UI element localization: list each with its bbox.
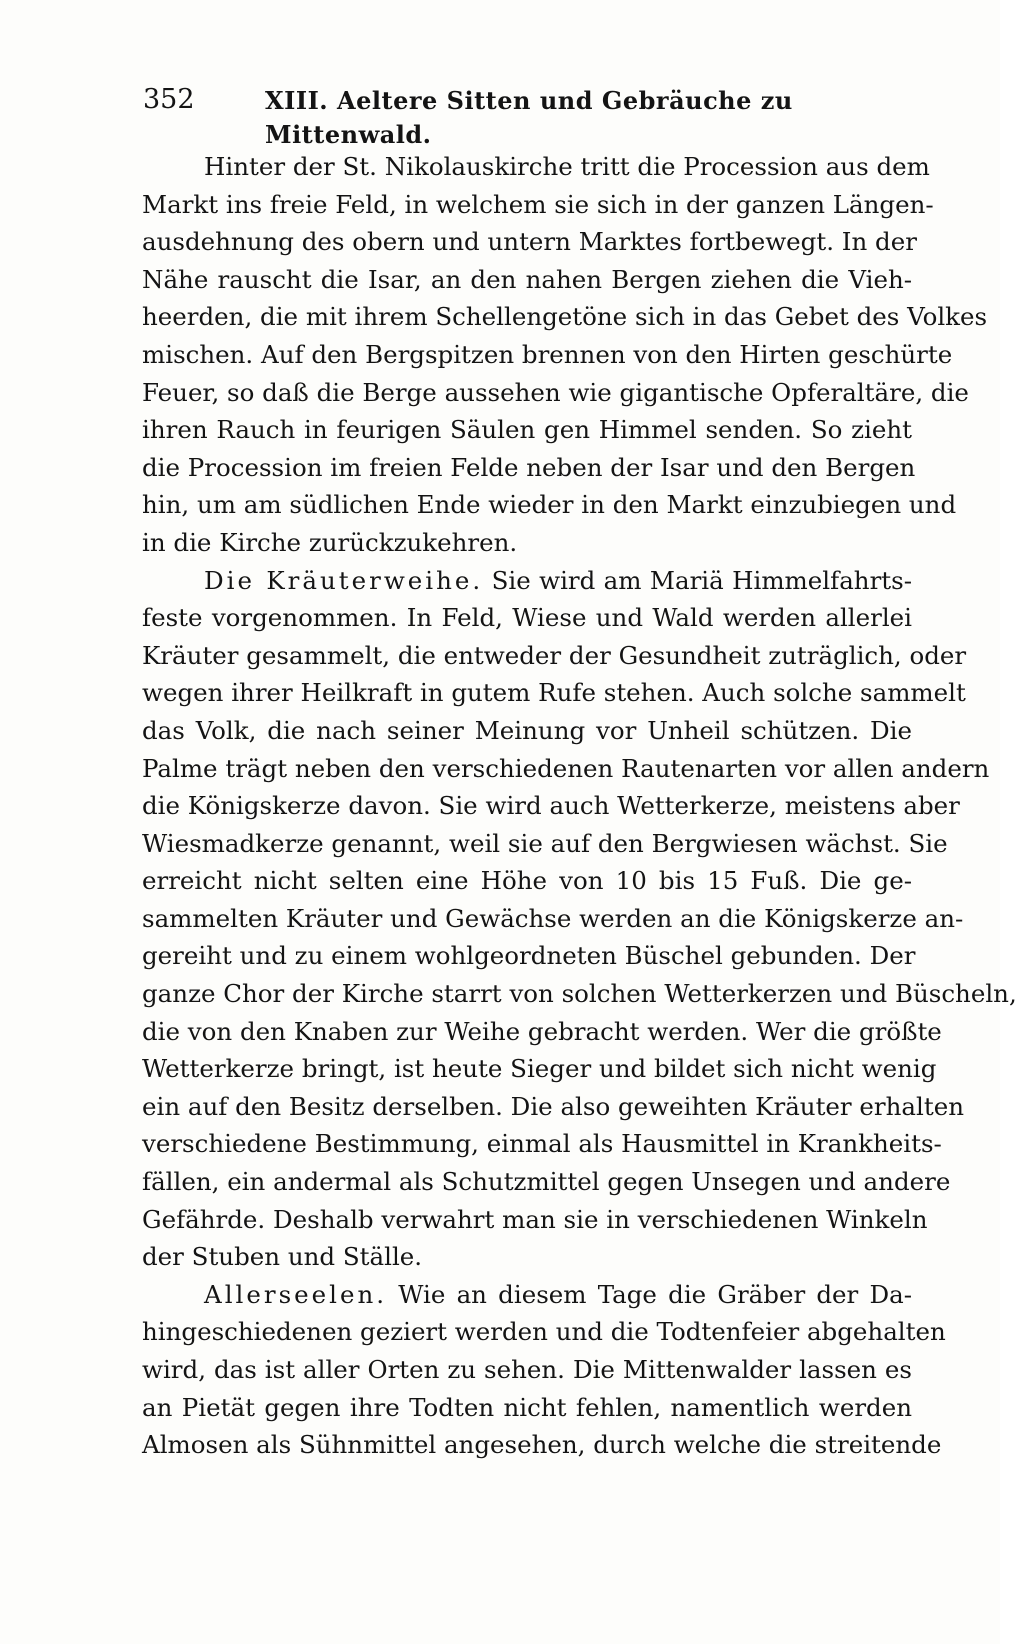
text-line: hin, um am südlichen Ende wieder in den Markt einzubiegen und [142,490,957,520]
text-line: Hinter der St. Nikolauskirche tritt die Procession aus dem [204,152,930,181]
text-line: Almosen als Sühnmittel angesehen, durch welche die streitende [142,1430,942,1460]
text-line: Nähe rauscht die Isar, an den nahen Bergen ziehen die Vieh- [142,264,912,294]
text-line: Feuer, so daß die Berge aussehen wie gigantische Opferaltäre, die [142,377,969,407]
paragraph-first-line [142,1276,912,1314]
text-line: die Procession im freien Felde neben der Isar und den Bergen [142,452,916,482]
body-text [142,148,1017,1464]
text-line: ganze Chor der Kirche starrt von solchen Wetterkerzen und Büscheln, [142,979,1017,1009]
text-line: ein auf den Besitz derselben. Die also geweihten Kräuter erhalten [142,1091,964,1121]
paragraph-first-line [142,562,912,600]
text-line: an Pietät gegen ihre Todten nicht fehlen, namentlich werden [142,1392,912,1422]
text-line: in die Kirche zurückzukehren. [142,527,518,557]
running-head: XIII. Aeltere Sitten und Gebräuche zu Mittenwald. [265,86,793,149]
text-line: ausdehnung des obern und untern Marktes fortbewegt. In der [142,227,917,257]
text-line: erreicht nicht selten eine Höhe von 10 bis 15 Fuß. Die ge- [142,866,912,896]
text-fragment: Wie an diesem Tage die Gräber der Da- [398,1279,912,1309]
text-line: verschiedene Bestimmung, einmal als Hausmittel in Krankheits- [142,1129,942,1159]
text-line: Gefährde. Deshalb verwahrt man sie in verschiedenen Winkeln [142,1204,928,1234]
text-line: Wiesmadkerze genannt, weil sie auf den Bergwiesen wächst. Sie [142,828,948,858]
text-line: wegen ihrer Heilkraft in gutem Rufe stehen. Auch solche sammelt [142,678,966,708]
page-header [143,82,933,149]
text-line: mischen. Auf den Bergspitzen brennen von den Hirten geschürte [142,339,953,369]
text-line: der Stuben und Ställe. [142,1242,423,1272]
text-line: sammelten Kräuter und Gewächse werden an die Königskerze an- [142,903,964,933]
text-line: die von den Knaben zur Weihe gebracht werden. Wer die größte [142,1016,942,1046]
text-line: Wetterkerze bringt, ist heute Sieger und bildet sich nicht wenig [142,1054,937,1084]
text-line: Palme trägt neben den verschiedenen Rautenarten vor allen andern [142,753,990,783]
text-line: Kräuter gesammelt, die entweder der Gesundheit zuträglich, oder [142,640,967,670]
text-line: Markt ins freie Feld, in welchem sie sich in der ganzen Längen- [142,189,934,219]
text-line: die Königskerze davon. Sie wird auch Wetterkerze, meistens aber [142,791,960,821]
text-line: wird, das ist aller Orten zu sehen. Die Mittenwalder lassen es [142,1355,912,1384]
text-line: feste vorgenommen. In Feld, Wiese und Wald werden allerlei [142,603,912,633]
text-line: das Volk, die nach seiner Meinung vor Unheil schützen. Die [142,715,912,745]
text-line: heerden, die mit ihrem Schellengetöne sich in das Gebet des Volkes [142,302,988,332]
section-heading: Die Kräuterweihe. [204,565,484,595]
section-heading: Allerseelen. [204,1279,388,1309]
text-line: fällen, ein andermal als Schutzmittel gegen Unsegen und andere [142,1167,951,1197]
page-number: 352 [143,84,195,115]
text-line: gereiht und zu einem wohlgeordneten Büschel gebunden. Der [142,941,916,971]
text-line: ihren Rauch in feurigen Säulen gen Himmel senden. So zieht [142,415,912,445]
text-line: hingeschiedenen geziert werden und die Todtenfeier abgehalten [142,1317,946,1347]
text-fragment: Sie wird am Mariä Himmelfahrts- [491,565,912,595]
